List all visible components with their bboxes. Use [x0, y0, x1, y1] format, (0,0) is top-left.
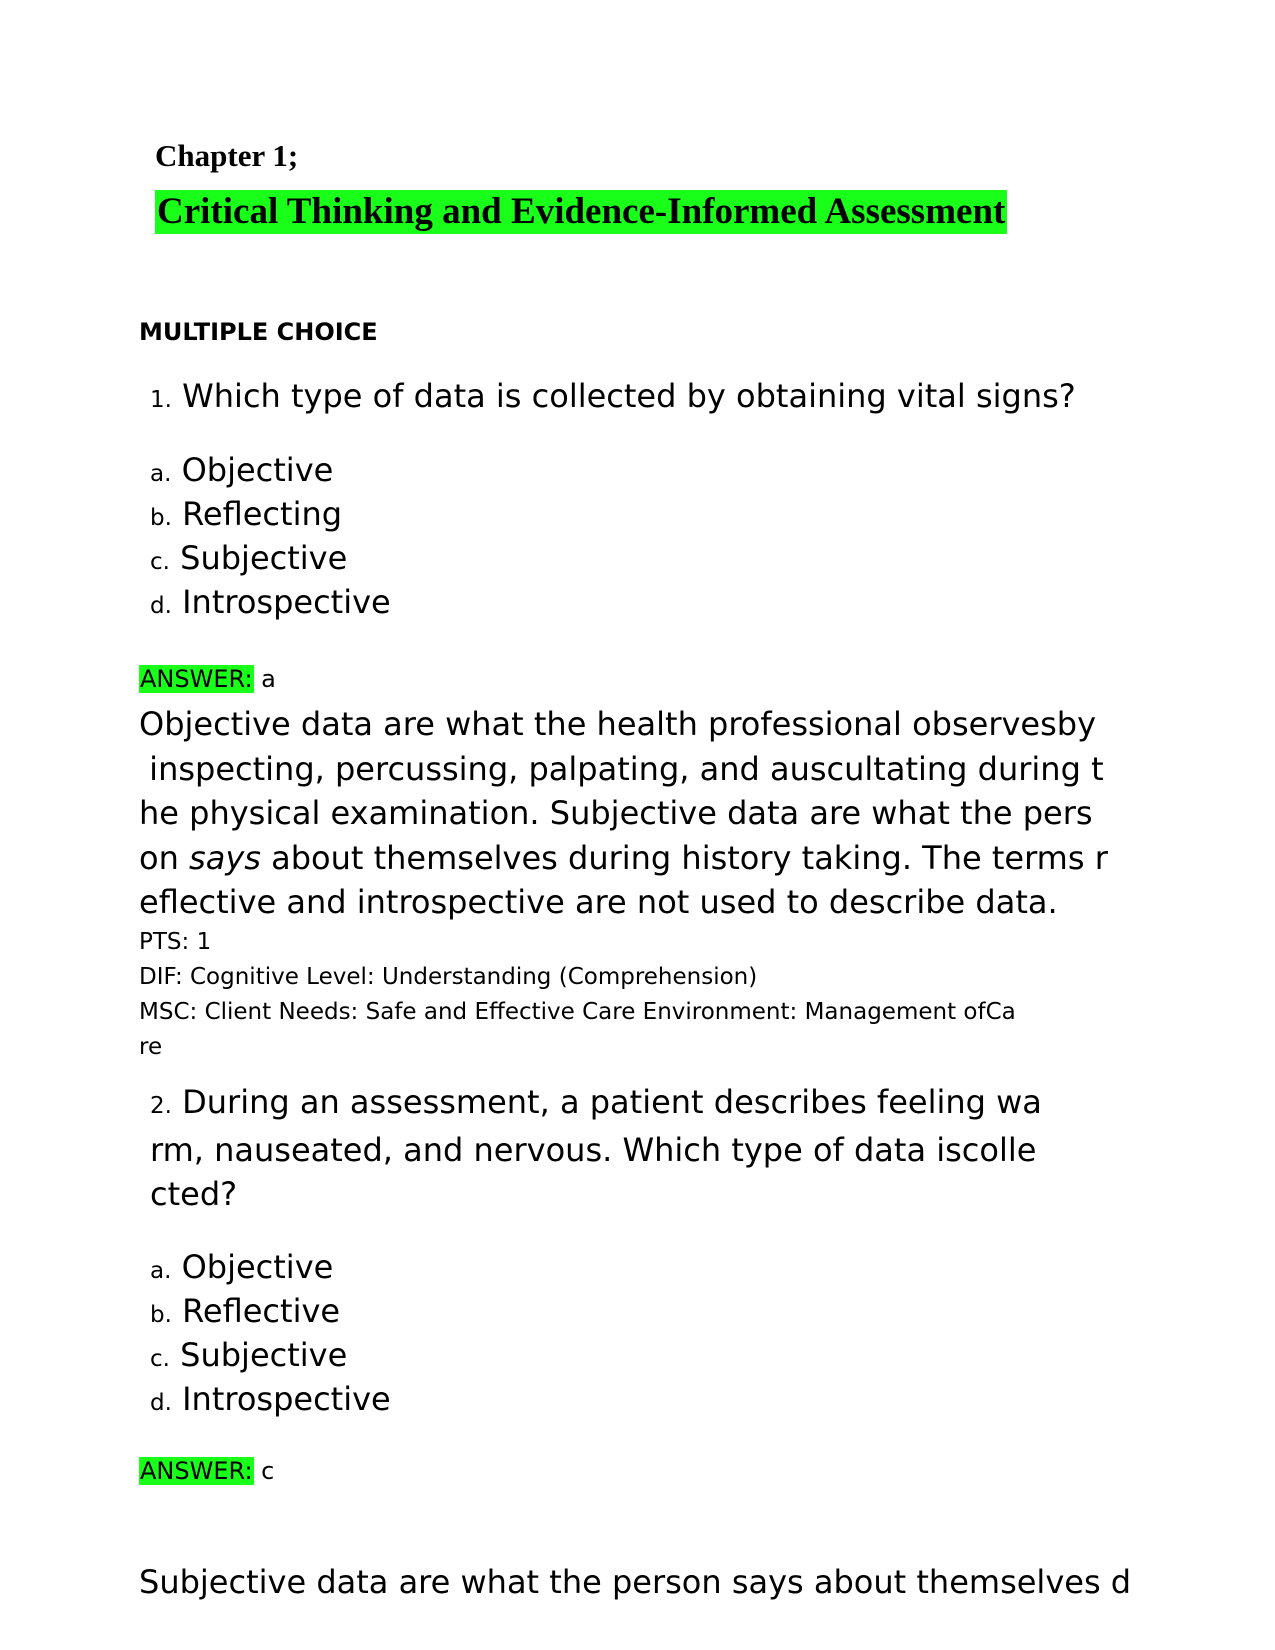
option-1b: b. Reflecting: [150, 495, 343, 533]
chapter-title: Chapter 1;: [155, 138, 299, 173]
option-2c: c. Subjective: [150, 1336, 348, 1374]
chapter-subtitle: Critical Thinking and Evidence-Informed Assessment: [157, 191, 1006, 232]
option-1c: c. Subjective: [150, 539, 348, 577]
dif-line: DIF: Cognitive Level: Understanding (Comprehension): [139, 964, 758, 990]
question-2-text: 2. During an assessment, a patient describes feeling wa rm, nauseated, and nervous. Which type of data iscolle cted?: [150, 1083, 1042, 1213]
question-number: 1.: [150, 387, 172, 413]
question-line: Which type of data is collected by obtaining vital signs?: [182, 377, 1076, 415]
pts-line: PTS: 1: [139, 929, 212, 955]
msc-line: MSC: Client Needs: Safe and Effective Care Environment: Management ofCa: [139, 999, 1016, 1025]
answer-1: [139, 663, 276, 695]
answer-value: c: [261, 1457, 275, 1485]
option-2a: a. Objective: [150, 1248, 334, 1286]
question-1-text: [150, 374, 1076, 422]
emphasis-says: says: [189, 838, 261, 877]
answer-value: a: [261, 665, 276, 693]
explanation-1: Objective data are what the health professional observesby inspecting, percussing, palpating, and auscultating during t he physical examination. Subjective data are what the pers on says about themselves during history taking. The terms r eflective and introspective are not used to describe data.: [139, 705, 1108, 921]
explanation-2: Subjective data are what the person says about themselves d: [139, 1563, 1132, 1601]
answer-2: [139, 1455, 274, 1487]
answer-label: ANSWER:: [140, 1457, 253, 1485]
question-number: 2.: [150, 1093, 172, 1119]
option-2d: d. Introspective: [150, 1380, 391, 1418]
answer-label: ANSWER:: [140, 665, 253, 693]
option-1a: a. Objective: [150, 451, 334, 489]
section-label: MULTIPLE CHOICE: [139, 318, 378, 346]
option-2b: b. Reflective: [150, 1292, 341, 1330]
msc-line-cont: re: [139, 1034, 163, 1060]
option-1d: d. Introspective: [150, 583, 391, 621]
